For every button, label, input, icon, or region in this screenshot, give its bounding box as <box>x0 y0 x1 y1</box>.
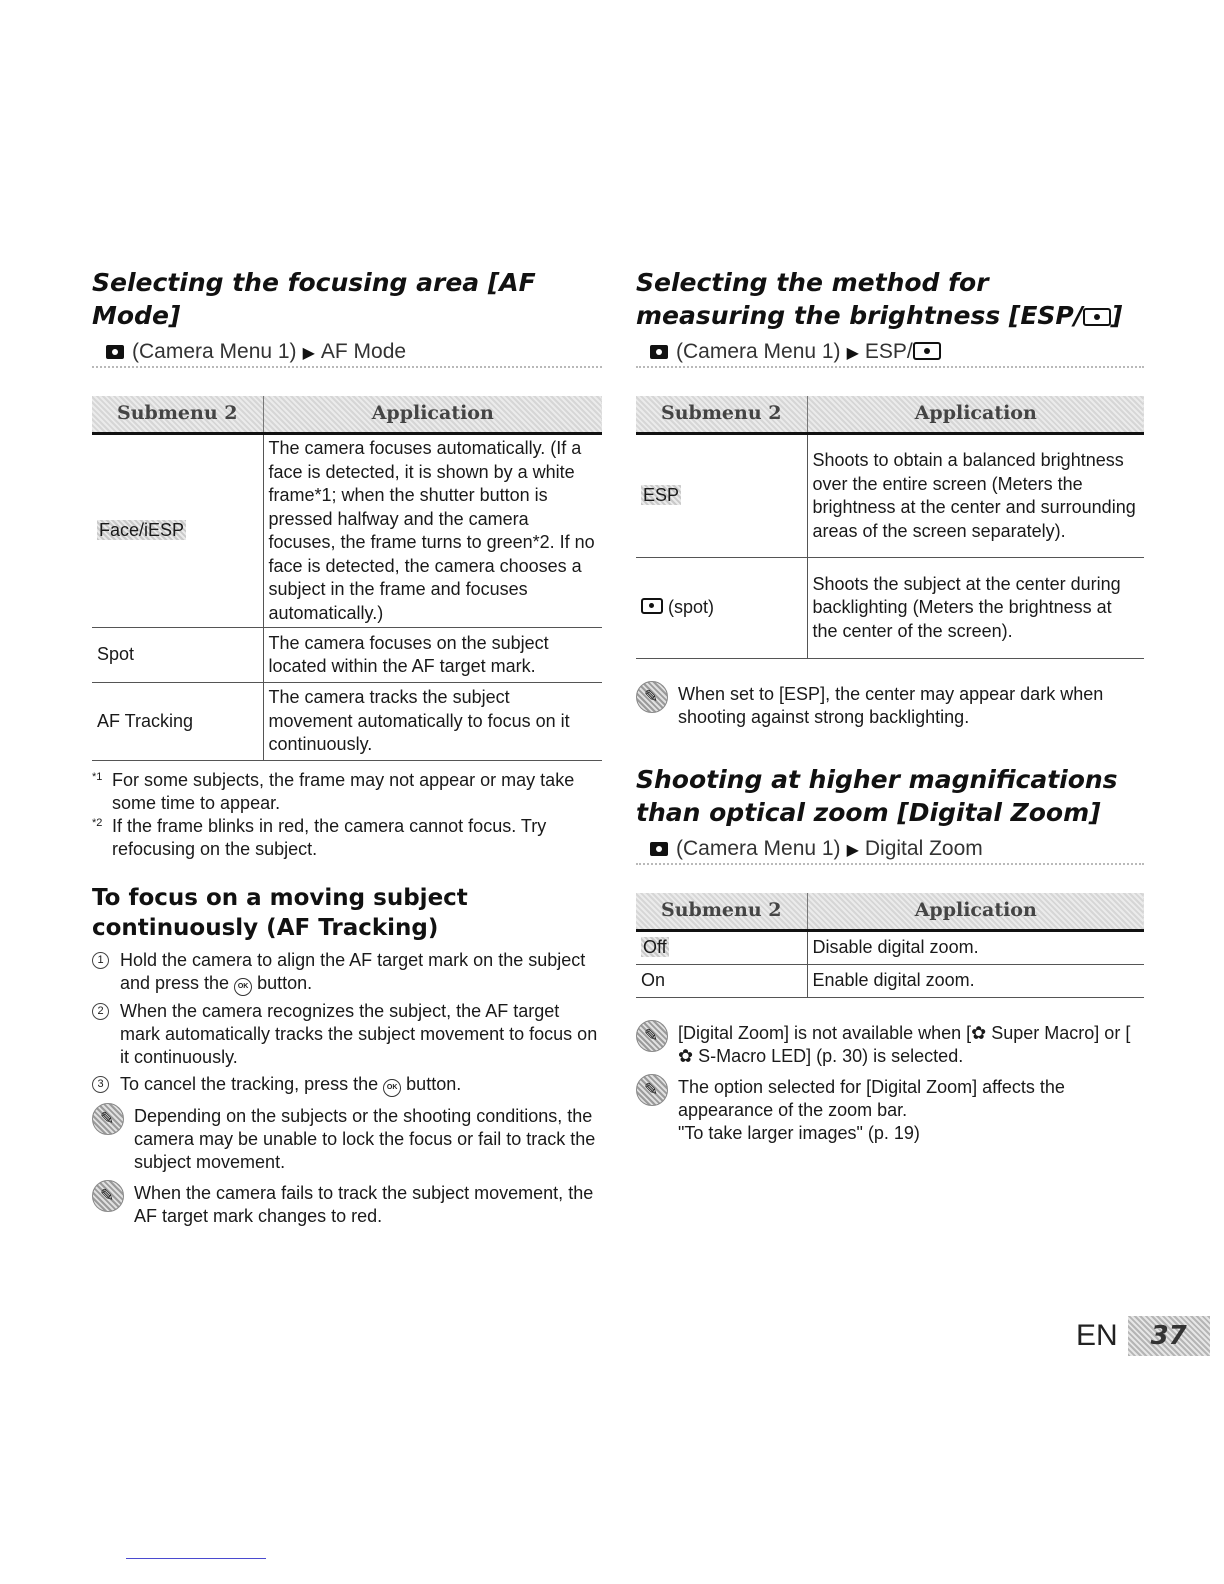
footnote-text: For some subjects, the frame may not appear or may take some time to appear. <box>112 770 575 813</box>
note-icon <box>636 1020 668 1052</box>
af-mode-title: Selecting the focusing area [AF Mode] <box>92 268 536 330</box>
footnote <box>92 769 602 815</box>
camera-icon <box>106 345 124 359</box>
table-row <box>92 434 602 628</box>
table-row <box>92 628 602 683</box>
footnote-mark: *1 <box>92 771 103 783</box>
s-macro-led-icon: ✿ <box>678 1046 694 1066</box>
step-text: Hold the camera to align the AF target mark on the subject and press the OK button. <box>120 949 602 996</box>
digital-zoom-menu-path <box>636 829 1144 865</box>
step-item <box>92 1000 602 1069</box>
note-icon <box>92 1180 124 1212</box>
af-tracking-heading: To focus on a moving subject continuously (AF Tracking) <box>92 885 468 941</box>
table-row <box>636 558 1144 659</box>
submenu-cell <box>92 434 263 628</box>
super-macro-icon: ✿ <box>971 1023 987 1043</box>
application-cell: Shoots the subject at the center during backlighting (Meters the brightness at the center of the screen). <box>807 558 1144 659</box>
application-cell: The camera focuses automatically. (If a face is detected, it is shown by a white frame*1; when the shutter button is pressed halfway and the camera focuses, the frame turns to green*2. If no face is detected, the camera chooses a subject in the frame and focuses automatically.) <box>263 434 602 628</box>
arrow-right-icon: ▶ <box>846 842 859 859</box>
ok-button-icon: OK <box>234 978 252 996</box>
header-application: Application <box>807 396 1144 434</box>
note <box>92 1182 602 1228</box>
note-icon <box>636 1074 668 1106</box>
spot-metering-icon <box>1083 308 1111 326</box>
note <box>636 683 1144 729</box>
note-icon <box>92 1103 124 1135</box>
submenu-face-iesp: Face/iESP <box>99 520 185 541</box>
menu-path-menu: (Camera Menu 1) <box>676 340 841 363</box>
header-application: Application <box>263 396 602 434</box>
arrow-right-icon: ▶ <box>846 345 859 362</box>
submenu-cell: (spot) <box>636 558 807 659</box>
esp-menu-path <box>636 332 1144 368</box>
note-text: Depending on the subjects or the shooting conditions, the camera may be unable to lock the focus or fail to track the subject movement. <box>134 1106 596 1172</box>
menu-path-item: AF Mode <box>320 340 407 363</box>
digital-zoom-title: Shooting at higher magnifications than optical zoom [Digital Zoom] <box>636 765 1118 827</box>
application-cell: Enable digital zoom. <box>807 965 1144 998</box>
spot-metering-icon <box>641 598 663 614</box>
note <box>636 1022 1144 1068</box>
submenu-esp: ESP <box>643 485 680 506</box>
menu-path-menu: (Camera Menu 1) <box>132 340 297 363</box>
arrow-right-icon: ▶ <box>302 345 315 362</box>
submenu-cell: Spot <box>92 628 263 683</box>
table-row <box>636 965 1144 998</box>
esp-title: Selecting the method for measuring the brightness [ESP/ ] <box>636 268 1123 330</box>
note <box>92 1105 602 1174</box>
note-text: The option selected for [Digital Zoom] affects the appearance of the zoom bar. "To take larger images" (p. 19) <box>678 1077 1065 1143</box>
step-number: 1 <box>92 952 109 969</box>
note-text: When the camera fails to track the subject movement, the AF target mark changes to red. <box>134 1183 594 1226</box>
header-submenu: Submenu 2 <box>636 396 807 434</box>
language-label: EN <box>1076 1319 1118 1352</box>
page-number-value: 37 <box>1128 1316 1210 1356</box>
menu-path-menu: (Camera Menu 1) <box>676 837 841 860</box>
footnotes <box>92 769 602 861</box>
step-item <box>92 1073 602 1097</box>
menu-path-item: Digital Zoom <box>864 837 983 860</box>
camera-icon <box>650 345 668 359</box>
table-header-row <box>636 893 1144 931</box>
application-cell: Disable digital zoom. <box>807 931 1144 965</box>
submenu-cell <box>636 434 807 558</box>
step-text: To cancel the tracking, press the OK button. <box>120 1073 461 1097</box>
header-submenu: Submenu 2 <box>92 396 263 434</box>
digital-zoom-table <box>636 893 1144 998</box>
note-icon <box>636 681 668 713</box>
table-row <box>636 931 1144 965</box>
af-mode-menu-path <box>92 332 602 368</box>
submenu-cell: AF Tracking <box>92 683 263 761</box>
bottom-rule <box>126 1558 266 1559</box>
submenu-off: Off <box>643 937 667 958</box>
header-application: Application <box>807 893 1144 931</box>
footnote-mark: *2 <box>92 817 103 829</box>
camera-icon <box>650 842 668 856</box>
footnote-text: If the frame blinks in red, the camera cannot focus. Try refocusing on the subject. <box>112 816 547 859</box>
af-mode-table <box>92 396 602 761</box>
left-column <box>92 266 602 1228</box>
table-row <box>636 434 1144 558</box>
spot-metering-icon <box>913 342 941 360</box>
note-text: When set to [ESP], the center may appear dark when shooting against strong backlighting. <box>678 684 1104 727</box>
note-text: [Digital Zoom] is not available when [✿ Super Macro] or [✿ S-Macro LED] (p. 30) is selected. <box>678 1023 1131 1066</box>
submenu-cell <box>636 931 807 965</box>
step-number: 3 <box>92 1076 109 1093</box>
table-header-row <box>636 396 1144 434</box>
step-item <box>92 949 602 996</box>
note <box>636 1076 1144 1145</box>
header-submenu: Submenu 2 <box>636 893 807 931</box>
step-number: 2 <box>92 1003 109 1020</box>
right-column <box>636 266 1144 1145</box>
footnote <box>92 815 602 861</box>
esp-table <box>636 396 1144 659</box>
application-cell: The camera focuses on the subject located within the AF target mark. <box>263 628 602 683</box>
note-reference: "To take larger images" (p. 19) <box>678 1123 920 1143</box>
step-text: When the camera recognizes the subject, the AF target mark automatically tracks the subject movement to focus on it continuously. <box>120 1001 598 1067</box>
table-row <box>92 683 602 761</box>
submenu-cell: On <box>636 965 807 998</box>
application-cell: The camera tracks the subject movement automatically to focus on it continuously. <box>263 683 602 761</box>
application-cell: Shoots to obtain a balanced brightness over the entire screen (Meters the brightness at the center and surrounding areas of the screen separately). <box>807 434 1144 558</box>
page-number <box>1076 1316 1224 1356</box>
menu-path-item: ESP/ <box>864 340 913 363</box>
af-tracking-steps <box>92 949 602 1097</box>
ok-button-icon: OK <box>383 1079 401 1097</box>
table-header-row <box>92 396 602 434</box>
